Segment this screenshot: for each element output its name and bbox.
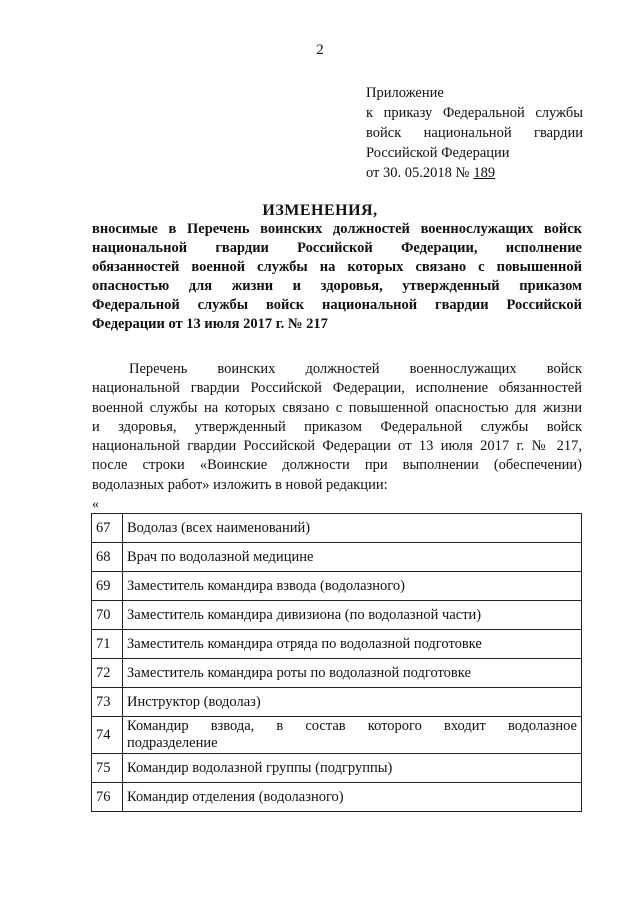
page-number: 2 xyxy=(316,42,324,58)
subtitle-line: национальной гвардии Российской Федерации, исполнение xyxy=(92,240,582,256)
row-number: 72 xyxy=(92,659,123,688)
position-title-line: Командир взвода, в состав которого входит водолазное xyxy=(127,718,577,734)
appendix-line-2: к приказу Федеральной службы xyxy=(366,105,583,121)
table-row xyxy=(92,783,582,812)
row-number: 68 xyxy=(92,543,123,572)
position-title: Заместитель командира роты по водолазной подготовке xyxy=(123,659,582,688)
row-number: 67 xyxy=(92,514,123,543)
table-row xyxy=(92,630,582,659)
body-line: и здоровья, утвержденный приказом Федеральной службы войск xyxy=(92,418,582,435)
subtitle-line: вносимые в Перечень воинских должностей военнослужащих войск xyxy=(92,221,582,237)
table-row xyxy=(92,514,582,543)
position-title: Врач по водолазной медицине xyxy=(123,543,582,572)
appendix-order-number: 189 xyxy=(473,165,496,181)
row-number: 76 xyxy=(92,783,123,812)
document-title: ИЗМЕНЕНИЯ, xyxy=(262,202,378,219)
table-row xyxy=(92,717,582,754)
body-line: водолазных работ» изложить в новой редакции: xyxy=(92,476,388,493)
appendix-line-3: войск национальной гвардии xyxy=(366,125,583,141)
subtitle-line: обязанностей военной службы на которых связано с повышенной xyxy=(92,259,582,275)
row-number: 69 xyxy=(92,572,123,601)
row-number: 71 xyxy=(92,630,123,659)
body-line: после строки «Воинские должности при выполнении (обеспечении) xyxy=(92,457,582,474)
position-title: Водолаз (всех наименований) xyxy=(123,514,582,543)
position-title: Заместитель командира дивизиона (по водолазной части) xyxy=(123,601,582,630)
table-row xyxy=(92,754,582,783)
row-number: 70 xyxy=(92,601,123,630)
body-paragraph xyxy=(92,360,582,495)
positions-table xyxy=(91,513,582,812)
appendix-line-1: Приложение xyxy=(366,85,444,101)
position-title: Заместитель командира взвода (водолазного) xyxy=(123,572,582,601)
position-title: Заместитель командира отряда по водолазной подготовке xyxy=(123,630,582,659)
table-row xyxy=(92,601,582,630)
position-title-line: подразделение xyxy=(127,735,218,751)
table-row xyxy=(92,659,582,688)
appendix-date-line xyxy=(366,163,583,183)
subtitle-line: Федеральной службы войск национальной гвардии Российской xyxy=(92,297,582,313)
body-line: национальной гвардии Российской Федерации, исполнение обязанностей xyxy=(92,380,582,397)
position-title: Командир водолазной группы (подгруппы) xyxy=(123,754,582,783)
table-row xyxy=(92,688,582,717)
row-number: 74 xyxy=(92,717,123,754)
body-line: национальной гвардии Российской Федерации от 13 июля 2017 г. № 217, xyxy=(92,438,582,455)
table-row xyxy=(92,543,582,572)
body-line: военной службы на которых связано с повышенной опасностью для жизни xyxy=(92,399,582,416)
document-subtitle xyxy=(92,220,582,334)
row-number: 75 xyxy=(92,754,123,783)
appendix-date: от 30. 05.2018 № xyxy=(366,165,470,181)
appendix-line-4: Российской Федерации xyxy=(366,145,510,161)
table-row xyxy=(92,572,582,601)
position-title: Инструктор (водолаз) xyxy=(123,688,582,717)
appendix-block xyxy=(366,83,583,183)
position-title: Командир отделения (водолазного) xyxy=(123,783,582,812)
row-number: 73 xyxy=(92,688,123,717)
body-line: Перечень воинских должностей военнослужащих войск xyxy=(129,361,582,377)
opening-quote: « xyxy=(92,497,99,512)
subtitle-line: Федерации от 13 июля 2017 г. № 217 xyxy=(92,316,328,332)
position-title xyxy=(123,717,582,754)
subtitle-line: опасностью для жизни и здоровья, утвержденный приказом xyxy=(92,278,582,294)
